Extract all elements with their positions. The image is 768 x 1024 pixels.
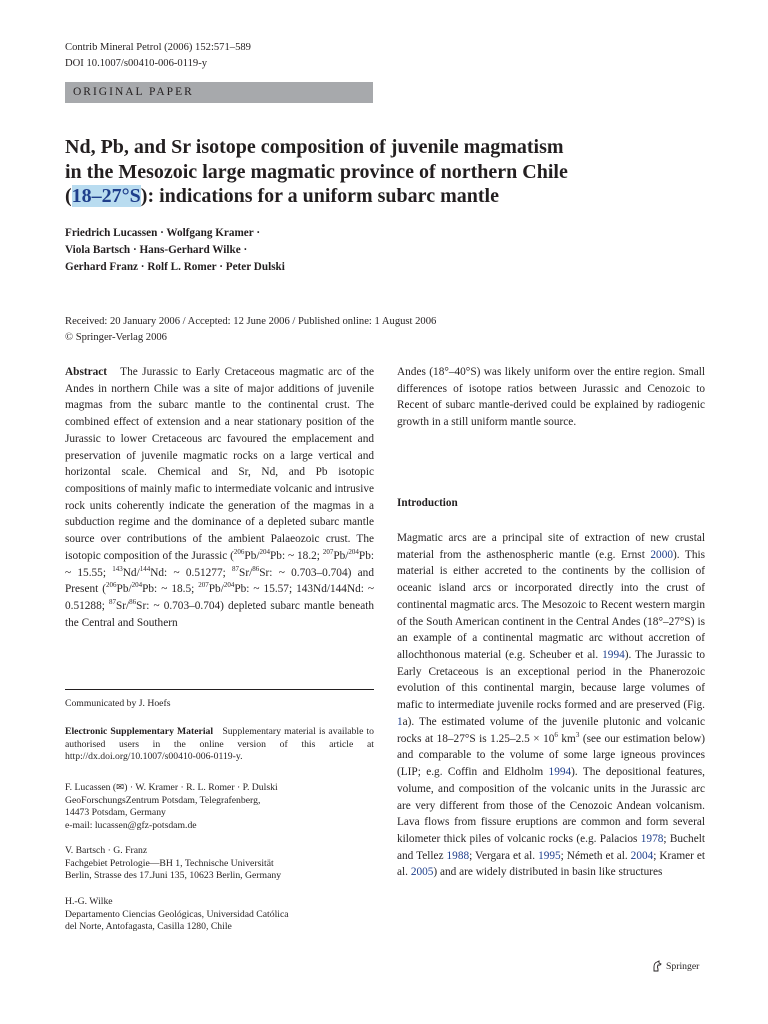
ratio-colon: : (246, 583, 250, 596)
isotope-value: ~ 0.51277; (173, 566, 233, 579)
isotope-mass: 204 (259, 548, 270, 557)
body-text: ). The depositional features, volume, and composition of the volcanic units in the Jurassic arc are very different from those of the Cenozoic Andean volcanism. Lava flows from fissure eruptions are common and form several kilometer thick piles of volcanic rocks (e.g. Palacios (397, 766, 705, 845)
footnote-divider (65, 689, 374, 690)
affiliation-line: 14473 Potsdam, Germany (65, 807, 166, 819)
ratio-slash: / (249, 566, 253, 579)
body-text: a). The estimated volume of the juvenile plutonic and volcanic rocks at 18–27°S is 1.25–2.5 × 10 (397, 715, 705, 745)
esm-text[interactable]: Supplementary material is available to authorised users in the online version of this article at http://dx.doi.org/10.1007/s00410-006-0119-y. (65, 726, 375, 763)
isotope-mass: 143 (112, 564, 123, 573)
affiliation-names: V. Bartsch · G. Franz (65, 845, 148, 856)
element-symbol: Pb (244, 549, 257, 562)
element-symbol: Pb (270, 549, 282, 562)
body-text: ; Kramer et al. (397, 849, 706, 879)
isotope-value: ~ 15.57; (253, 583, 297, 596)
ratio-colon: : (164, 566, 168, 579)
date-history: Received: 20 January 2006 / Accepted: 12 June 2006 / Published online: 1 August 2006 (65, 316, 437, 327)
author-list (65, 225, 285, 276)
journal-doi: DOI 10.1007/s00410-006-0119-y (65, 58, 208, 69)
element-symbol: Pb (116, 583, 129, 596)
title-line-2: in the Mesozoic large magmatic province of northern Chile (65, 160, 568, 183)
body-text: (see our estimation below) and comparable to the volume of some large igneous provinces (LIP; e.g. Coffin and Eldholm (397, 732, 705, 779)
isotope-mass: 86 (252, 564, 260, 573)
body-text: Magmatic arcs are a principal site of extraction of new crustal material from the asthenospheric mantle (e.g. Ernst (397, 532, 705, 561)
isotope-value: ~ 18.2; (288, 549, 323, 562)
affiliation-line: Departamento Ciencias Geológicas, Universidad Católica (65, 908, 289, 920)
abstract-text: 143Nd/144Nd: ~ 0.51288; (65, 583, 375, 613)
affiliation-block (65, 896, 374, 934)
section-label: ORIGINAL PAPER (65, 82, 373, 103)
body-text: ; Vergara et al. (469, 849, 539, 862)
isotope-mass: 206 (233, 548, 245, 557)
citation-link[interactable]: 2000 (650, 548, 673, 561)
author-line: Friedrich Lucassen · Wolfgang Kramer · (65, 227, 261, 239)
ratio-colon: : (370, 549, 374, 562)
affiliation-names: H.-G. Wilke (65, 896, 113, 907)
title-paren: ( (65, 185, 72, 207)
element-symbol: Sr (136, 600, 147, 613)
isotope-mass: 87 (108, 598, 116, 607)
element-symbol: Sr (115, 600, 127, 613)
ratio-colon: : (281, 549, 286, 562)
introduction-paragraph (397, 530, 705, 881)
abstract-column (65, 364, 374, 632)
element-symbol: Pb (234, 583, 247, 596)
affiliation-names: F. Lucassen (✉) · W. Kramer · R. L. Romer · P. Dulski (65, 782, 278, 793)
affiliation-line: Fachgebiet Petrologie—BH 1, Technische Universität (65, 857, 274, 869)
ratio-slash: / (220, 583, 224, 596)
affiliation-line: GeoForschungsZentrum Potsdam, Telegrafenberg, (65, 794, 261, 806)
isotope-mass: 204 (223, 581, 235, 590)
citation-link[interactable]: 1994 (602, 649, 625, 662)
isotope-mass: 86 (129, 598, 137, 607)
isotope-mass: 207 (198, 581, 209, 590)
communicated-by: Communicated by J. Hoefs (65, 698, 171, 709)
introduction-body (397, 530, 705, 881)
isotope-value: ~ 0.703–0.704) and Present ( (65, 566, 374, 596)
abstract-text: ~ 0.703–0.704) depleted subarc mantle beneath the Central and Southern (65, 600, 374, 629)
springer-horse-icon (652, 960, 663, 972)
citation-link[interactable]: 2005 (410, 866, 434, 879)
affiliation-block (65, 845, 374, 883)
publisher-name: Springer (666, 960, 700, 972)
body-text: ; Németh et al. (560, 849, 631, 862)
isotope-mass: 87 (232, 564, 240, 573)
element-symbol: Nd (122, 566, 137, 579)
isotope-mass: 207 (322, 548, 334, 557)
body-text: ). This material is either accreted to the continents by the collision of oceanic island arcs or incorporated directly into the crust of continental magmatic arcs. The Mesozoic to Recent western margin of the South American continent in the Central Andes (18°–27°S) is an example of a continental magmatic arc without accretion of allochthonous material (e.g. Scheuber et al. (397, 548, 705, 662)
body-text: ) and are widely distributed in basin like structures (433, 866, 663, 879)
publication-dates (65, 314, 436, 346)
exponent: 6 (554, 730, 558, 739)
publisher-footer (652, 960, 699, 972)
abstract-paragraph (65, 364, 374, 632)
citation-link[interactable]: 1988 (446, 849, 470, 862)
copyright: © Springer-Verlag 2006 (65, 332, 167, 343)
abstract-label: Abstract (65, 366, 108, 378)
element-symbol: Pb (358, 549, 371, 562)
ratio-colon: : (146, 600, 150, 613)
section-heading-introduction: Introduction (397, 497, 458, 509)
email-link[interactable]: e-mail: lucassen@gfz-potsdam.de (65, 819, 197, 831)
affiliation-line: del Norte, Antofagasta, Casilla 1280, Chile (65, 921, 232, 933)
ratio-colon: : (154, 583, 158, 596)
element-symbol: Sr (239, 566, 250, 579)
isotope-mass: 204 (131, 581, 143, 590)
element-symbol: Pb (333, 549, 346, 562)
exponent: 3 (575, 730, 580, 739)
element-symbol: Sr (259, 566, 270, 579)
esm-label: Electronic Supplementary Material (65, 726, 214, 737)
figure-link[interactable]: 1 (397, 715, 403, 728)
body-text: ; Buchelt and Tellez (397, 832, 705, 862)
abstract-text: The Jurassic to Early Cretaceous magmatic arc of the Andes in northern Chile was a site of major additions of juvenile magmas from the subarc mantle to the continental crust. The combined effect of extension and a near stationary position of the Jurassic to lower Cretaceous arc favoured the emplacement and preservation of juvenile magmatic rocks on a large vertical and horizontal scale. Chemical and Sr, Nd, and Pb isotopic compositions of mainly mafic to intermediate volcanic and intrusive rock units coherently indicate the generation of the magmas in a subduction regime and the dominance of a depleted subarc mantle source over contributions of the ambient Palaeozoic crust. The isotopic composition of the Jurassic ( (65, 366, 374, 562)
isotope-value: ~ 18.5; (161, 583, 199, 596)
ratio-slash: / (128, 583, 132, 596)
affiliation-line: Berlin, Strasse des 17.Juni 135, 10623 Berlin, Germany (65, 870, 282, 882)
ratio-colon: : (269, 566, 273, 579)
journal-citation: Contrib Mineral Petrol (2006) 152:571–589 (65, 42, 251, 53)
ratio-slash: / (345, 549, 349, 562)
title-highlight-link[interactable]: 18–27°S (71, 185, 141, 207)
abstract-continuation (397, 364, 705, 431)
affiliation-block (65, 782, 374, 832)
article-title (65, 135, 715, 209)
element-symbol: Nd (150, 566, 165, 579)
citation-link[interactable]: 1978 (640, 832, 664, 845)
supplementary-note (65, 726, 374, 764)
isotope-mass: 206 (106, 581, 117, 590)
citation-link[interactable]: 2004 (630, 849, 654, 862)
author-line: Gerhard Franz · Rolf L. Romer · Peter Dulski (65, 261, 285, 273)
abstract-continued-text: Andes (18°–40°S) was likely uniform over the entire region. Small differences of isotope ratios between Jurassic and Cenozoic to Recent of subarc mantle-derived could be explained by radiogenic growth in a still uniform mantle source. (397, 366, 705, 429)
title-line-1: Nd, Pb, and Sr isotope composition of juvenile magmatism (65, 136, 564, 158)
isotope-mass: 144 (139, 564, 151, 573)
author-line: Viola Bartsch · Hans-Gerhard Wilke · (65, 244, 248, 256)
citation-link[interactable]: 1994 (548, 766, 572, 779)
isotope-mass: 204 (348, 548, 359, 557)
isotope-value: ~ 15.55; (65, 566, 113, 579)
element-symbol: Pb (208, 583, 221, 596)
title-line-3: ): indications for a uniform subarc mantle (140, 185, 499, 207)
ratio-slash: / (256, 549, 260, 562)
element-symbol: Pb (142, 583, 155, 596)
ratio-slash: / (126, 600, 130, 613)
ratio-slash: / (136, 566, 140, 579)
journal-header (65, 40, 251, 72)
body-text: km (557, 732, 576, 745)
body-text: ). The Jurassic to Early Cretaceous is an exceptional period in the Phanerozoic evolution of this continental margin, because large volumes of mafic to intermediate juvenile rocks formed and are preserved (Fig. (397, 649, 705, 712)
citation-link[interactable]: 1995 (538, 849, 561, 862)
